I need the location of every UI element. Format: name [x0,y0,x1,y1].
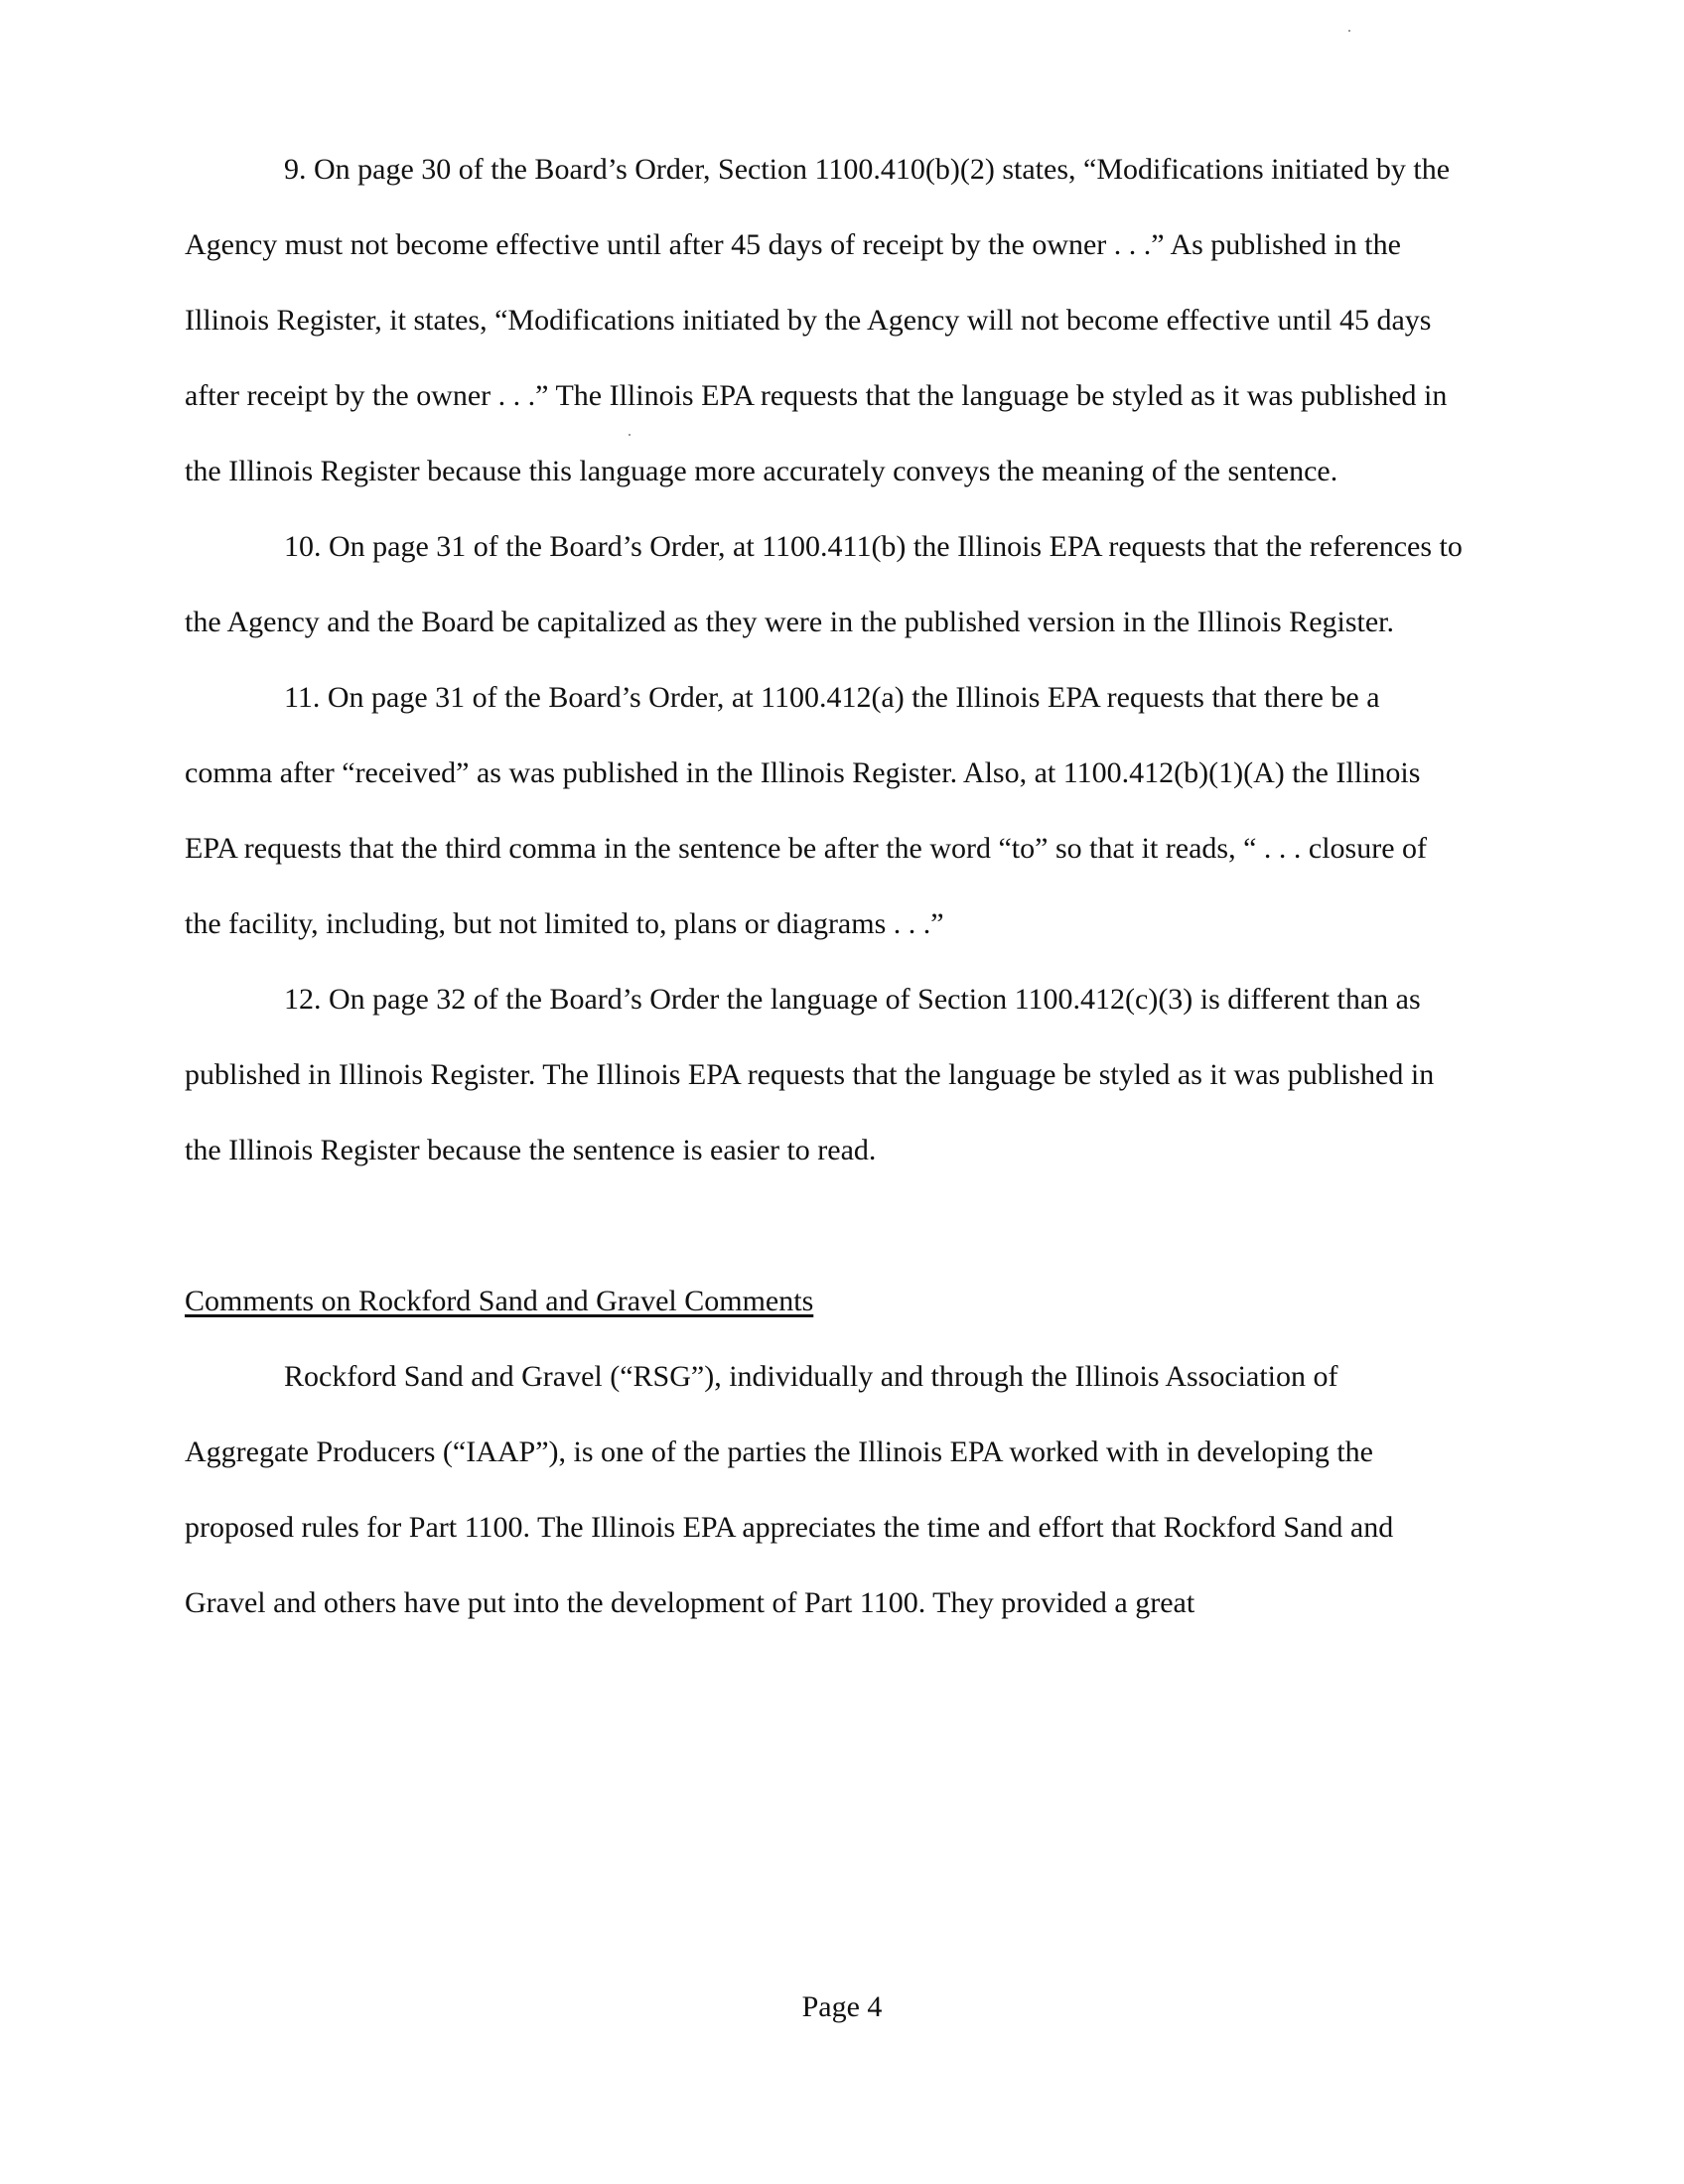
paragraph-item-9: 9. On page 30 of the Board’s Order, Section 1100.410(b)(2) states, “Modifications initiated by the Agency must not become effective until after 45 days of receipt by the owner . . .” As published in the Illinois Register, it states, “Modifications initiated by the Agency will not become effective until 45 days after receipt by the owner . . .” The Illinois EPA requests that the language be styled as it was published in the Illinois Register because this language more accurately conveys the meaning of the sentence. [185,153,1451,487]
section-paragraph: Rockford Sand and Gravel (“RSG”), individually and through the Illinois Association of Aggregate Producers (“IAAP”), is one of the parties the Illinois EPA worked with in developing the proposed rules for Part 1100. The Illinois EPA appreciates the time and effort that Rockford Sand and Gravel and others have put into the development of Part 1100. They provided a great [185,1360,1394,1619]
paragraph-item-12: 12. On page 32 of the Board’s Order the language of Section 1100.412(c)(3) is different than as published in Illinois Register. The Illinois EPA requests that the language be styled as it was published in the Illinois Register because the sentence is easier to read. [185,983,1435,1166]
paragraph-item-10: 10. On page 31 of the Board’s Order, at 1100.411(b) the Illinois EPA requests that the references to the Agency and the Board be capitalized as they were in the published version in the Illinois Register. [185,530,1463,638]
document-body [185,132,1466,1641]
section-heading: Comments on Rockford Sand and Gravel Comments [185,1285,814,1317]
page-number: Page 4 [801,1990,883,2023]
paragraph-item-11: 11. On page 31 of the Board’s Order, at 1100.412(a) the Illinois EPA requests that there be a comma after “received” as was published in the Illinois Register. Also, at 1100.412(b)(1)(A) the Illinois EPA requests that the third comma in the sentence be after the word “to” so that it reads, “ . . . closure of the facility, including, but not limited to, plans or diagrams . . .” [185,681,1428,940]
scan-speck [1348,30,1350,32]
scan-speck [629,434,631,436]
